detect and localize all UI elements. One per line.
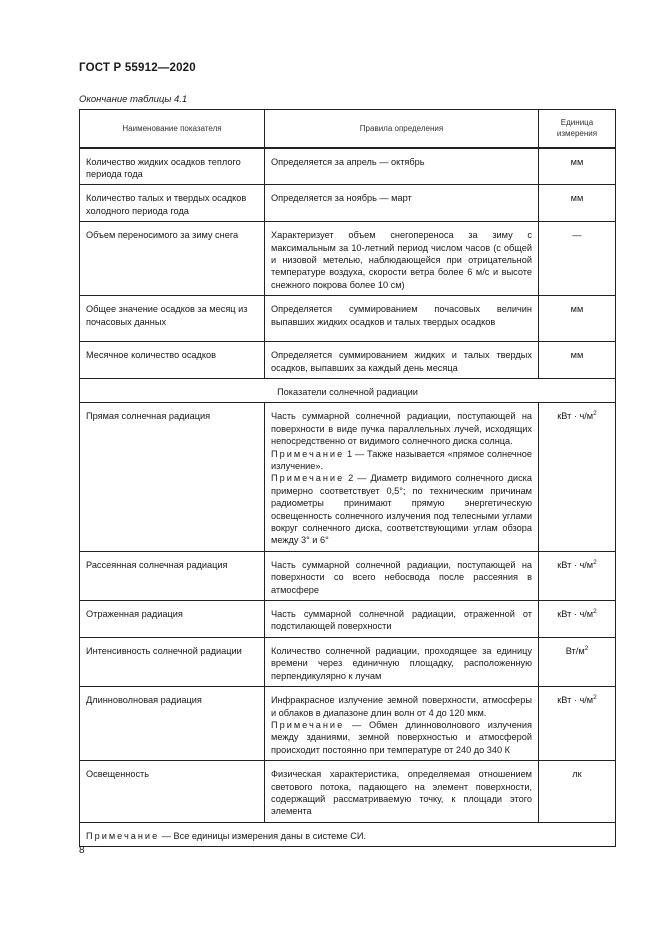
table-row — [80, 148, 616, 185]
footnote-text: — Все единицы измерения даны в системе СИ. — [159, 830, 367, 841]
row-unit — [539, 637, 616, 686]
row-rule: Характеризует объем снегопереноса за зиму с максимальным за 10-летний период числом часов (с общей и низовой метелью, наблюдающейся при отрицательной температуре воздуха, скорости ветра более 6 м/с и высоте снежного покрова более 10 см) — [265, 222, 539, 296]
note-text: — Обмен длинноволнового излучения между зданиями, земной поверхностью и атмосферой происходит постоянно при температуре от 240 до 340 К — [271, 719, 532, 755]
page-number: 8 — [79, 845, 85, 856]
table-caption: Окончание таблицы 4.1 — [79, 94, 188, 105]
row-rule: Часть суммарной солнечной радиации, отраженной от подстилающей поверхности — [265, 601, 539, 638]
header-unit: Единица измерения — [539, 110, 616, 148]
row-name: Месячное количество осадков — [80, 342, 265, 379]
footnote-label: Примечание — [86, 830, 160, 841]
row-name: Рассеянная солнечная радиация — [80, 551, 265, 600]
section-title: Показатели солнечной радиации — [80, 378, 616, 402]
row-rule: Часть суммарной солнечной радиации, поступающей на поверхности со всего небосвода после рассеяния в атмосфере — [265, 551, 539, 600]
table-row — [80, 601, 616, 638]
table-row — [80, 185, 616, 222]
table-row — [80, 551, 616, 600]
row-rule: Определяется за апрель — октябрь — [265, 148, 539, 185]
note-text: 1 — Также называется «прямое солнечное излучение». — [271, 448, 532, 471]
unit-exponent: 2 — [593, 410, 597, 418]
row-unit: мм — [539, 148, 616, 185]
row-unit: — — [539, 222, 616, 296]
note-label: Примечание — [271, 719, 345, 730]
unit-exponent: 2 — [593, 694, 597, 702]
row-name: Отраженная радиация — [80, 601, 265, 638]
unit-base: кВт · ч/м — [557, 695, 594, 706]
unit-exponent: 2 — [593, 558, 597, 566]
table-row — [80, 342, 616, 379]
note-paragraph — [271, 472, 532, 546]
unit-base: Вт/м — [565, 645, 585, 656]
table-row — [80, 761, 616, 823]
note-paragraph — [271, 719, 532, 756]
table-row — [80, 687, 616, 761]
unit-exponent: 2 — [584, 644, 589, 652]
table-row — [80, 222, 616, 296]
row-name: Прямая солнечная радиация — [80, 403, 265, 551]
note-label: Примечание — [271, 473, 345, 484]
row-unit — [539, 403, 616, 551]
row-unit — [539, 687, 616, 761]
row-rule: Количество солнечной радиации, проходящее за единицу времени через единичную площадку, расположенную перпендикулярно к лучам — [265, 637, 539, 686]
row-rule — [265, 403, 539, 551]
unit-base: кВт · ч/м — [557, 609, 594, 620]
table-header-row — [80, 110, 616, 148]
header-rule: Правила определения — [265, 110, 539, 148]
footnote-row — [80, 822, 616, 846]
row-name: Количество талых и твердых осадков холодного периода года — [80, 185, 265, 222]
row-rule: Определяется суммированием жидких и талых твердых осадков, выпавших за каждый день месяца — [265, 342, 539, 379]
row-name: Интенсивность солнечной радиации — [80, 637, 265, 686]
row-rule: Определяется суммированием почасовых величин выпавших жидких осадков и талых твердых осадков — [265, 296, 539, 342]
table-row — [80, 403, 616, 551]
document-standard-code: ГОСТ Р 55912—2020 — [79, 62, 196, 74]
row-rule — [265, 687, 539, 761]
header-name: Наименование показателя — [80, 110, 265, 148]
row-rule: Физическая характеристика, определяемая отношением светового потока, падающего на элемент поверхности, содержащий рассматриваемую точку, к площади этого элемента — [265, 761, 539, 823]
unit-base: кВт · ч/м — [557, 559, 594, 570]
row-unit — [539, 601, 616, 638]
row-unit: лк — [539, 761, 616, 823]
rule-text: Часть суммарной солнечной радиации, поступающей на поверхности в виде пучка параллельных лучей, исходящих непосредственно от видимого солнечного диска солнца. — [271, 411, 532, 447]
table-footnote — [80, 822, 616, 846]
note-paragraph — [271, 448, 532, 473]
note-label: Примечание — [271, 448, 345, 459]
rule-text: Инфракрасное излучение земной поверхности, атмосферы и облаков в диапазоне длин волн от 4 до 120 мкм. — [271, 695, 532, 718]
row-unit: мм — [539, 185, 616, 222]
row-rule: Определяется за ноябрь — март — [265, 185, 539, 222]
unit-base: кВт · ч/м — [557, 411, 594, 422]
section-row — [80, 378, 616, 402]
row-name: Объем переносимого за зиму снега — [80, 222, 265, 296]
indicator-table — [79, 109, 616, 847]
row-name: Общее значение осадков за месяц из почасовых данных — [80, 296, 265, 342]
unit-exponent: 2 — [593, 608, 597, 616]
row-unit: мм — [539, 342, 616, 379]
row-name: Количество жидких осадков теплого периода года — [80, 148, 265, 185]
row-unit: мм — [539, 296, 616, 342]
row-name: Освещенность — [80, 761, 265, 823]
note-text: 2 — Диаметр видимого солнечного диска примерно соответствует 0,5°; по техническим причинам радиометры принимают прямую энергетическую освещенность солнечного излучения под телесными углами вокруг солнечного диска, соответствующими углам обзора между 3° и 6° — [271, 473, 532, 546]
row-unit — [539, 551, 616, 600]
table-row — [80, 296, 616, 342]
table-row — [80, 637, 616, 686]
row-name: Длинноволновая радиация — [80, 687, 265, 761]
